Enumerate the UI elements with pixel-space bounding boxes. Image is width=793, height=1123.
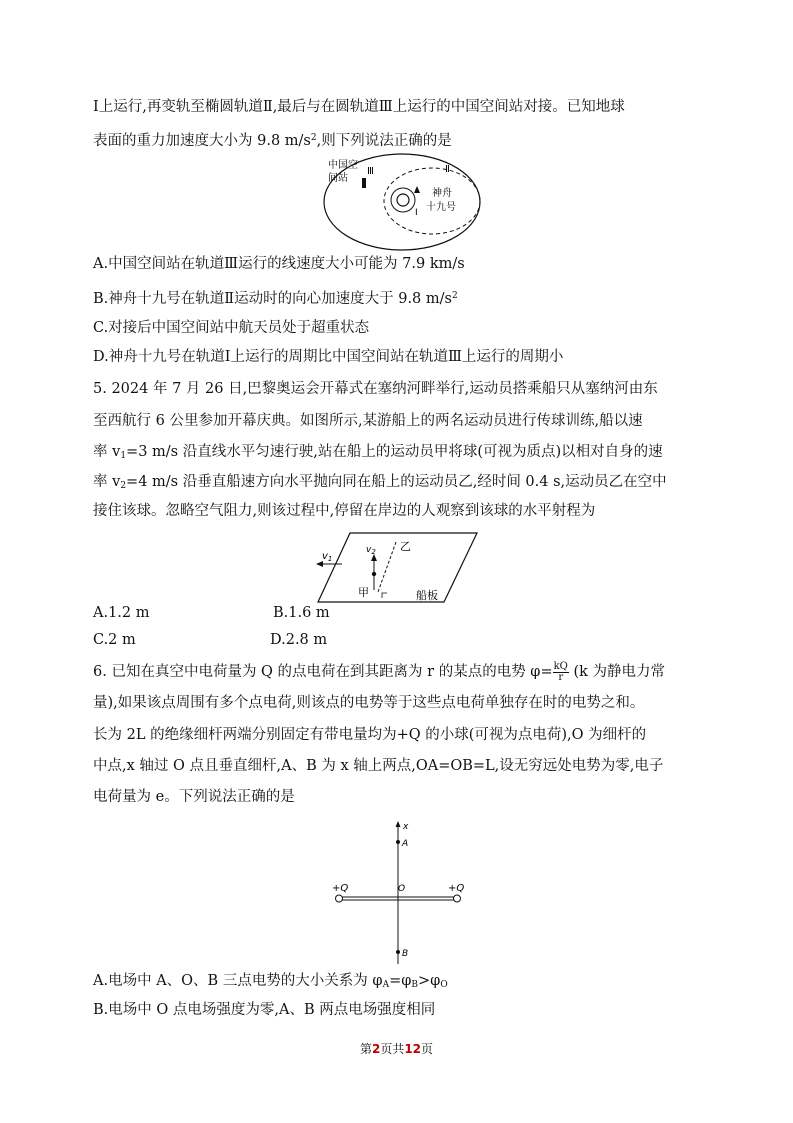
space-station-icon <box>362 178 366 188</box>
q6-stem-line-2: 量),如果该点周围有多个点电荷,则该点的电势等于这些点电荷单独存在时的电势之和。 <box>93 695 645 711</box>
right-charge <box>454 895 461 902</box>
right-charge-label: +Q <box>448 883 465 894</box>
deck-label: 船板 <box>416 589 438 602</box>
q5-option-c: C.2 m <box>93 632 136 648</box>
point-b <box>396 950 400 954</box>
page-footer: 第2页共12页 <box>359 1042 434 1056</box>
q4-option-b: B.神舟十九号在轨道Ⅱ运动时的向心加速度大于 9.8 $m/s^2$ <box>93 291 458 307</box>
point-b-label: B <box>402 949 409 959</box>
q6-stem-line-5: 电荷量为 e。下列说法正确的是 <box>93 789 295 805</box>
q6-stem-line-3: 长为 2L 的绝缘细杆两端分别固定有带电量均为+Q 的小球(可视为点电荷),O 为细杆的 <box>93 727 647 743</box>
station-label-1: 中国空 <box>328 160 358 171</box>
q5-stem-line-3: 率 $v_1=3$ m/s 沿直线水平匀速行驶,站在船上的运动员甲将球(可视为质点)以相对自身的速 <box>93 444 663 461</box>
q6-stem-line-4: 中点,x 轴过 O 点且垂直细杆,A、B 为 x 轴上两点,OA=OB=L,设无穷远处电势为零,电子 <box>93 758 664 774</box>
q6-option-b: B.电场中 O 点电场强度为零,A、B 两点电场强度相同 <box>93 1002 436 1018</box>
q4-stem-line-1: Ⅰ上运行,再变轨至椭圆轨道Ⅱ,最后与在圆轨道Ⅲ上运行的中国空间站对接。已知地球 <box>93 99 625 115</box>
q6-stem-line-1: 6. 已知在真空中电荷量为 Q 的点电荷在到其距离为 r 的某点的电势 φ= $\frac{kQ}{r}$ (k 为静电力常 <box>93 661 666 683</box>
point-o-label: O <box>398 884 406 894</box>
jia-label: 甲 <box>358 586 369 599</box>
q4-option-a: A.中国空间站在轨道Ⅲ运行的线速度大小可能为 7.9 km/s <box>93 256 465 272</box>
ship-label-2: 十九号 <box>426 202 456 213</box>
total-page-number: 12 <box>404 1042 422 1056</box>
ball <box>372 572 376 576</box>
q6-option-a: A.电场中 A、O、B 三点电势的大小关系为 $\varphi_A=\varphi_B>\varphi_O$ <box>93 973 448 990</box>
charge-diagram <box>330 818 470 966</box>
x-axis-label: x <box>403 822 409 832</box>
yi-label: 乙 <box>400 540 411 553</box>
q5-stem-line-1: 5. 2024 年 7 月 26 日,巴黎奥运会开幕式在塞纳河畔举行,运动员搭乘船只从塞纳河由东 <box>93 381 658 397</box>
q5-stem-line-2: 至西航行 6 公里参加开幕庆典。如图所示,某游船上的两名运动员进行传球训练,船以速 <box>93 413 643 429</box>
point-a-label: A <box>402 839 409 849</box>
ship-arrow-icon <box>414 186 420 193</box>
right-angle-mark <box>382 593 387 598</box>
orbit-diagram <box>322 152 492 252</box>
yi-dashed-path <box>378 542 396 592</box>
orbit-II-label: Ⅱ <box>445 164 450 175</box>
q5-option-d: D.2.8 m <box>270 632 328 648</box>
v1-label: $v_1$ <box>322 551 333 563</box>
x-axis-arrow-icon <box>396 821 401 827</box>
left-charge <box>336 895 343 902</box>
earth <box>397 194 409 206</box>
kq-over-r-fraction: $\frac{kQ}{r}$ <box>553 661 568 683</box>
ship-label-1: 神舟 <box>432 188 452 199</box>
point-a <box>396 840 400 844</box>
boat-deck <box>318 533 477 602</box>
current-page-number: 2 <box>371 1042 381 1056</box>
q5-stem-line-4: 率 $v_2=4$ m/s 沿垂直船速方向水平抛向同在船上的运动员乙,经时间 0.4 s,运动员乙在空中 <box>93 474 667 491</box>
orbit-III-label: Ⅲ <box>367 166 374 177</box>
boat-diagram <box>308 530 480 606</box>
q5-option-b: B.1.6 m <box>273 605 330 621</box>
station-label-2: 间站 <box>328 173 348 184</box>
q4-stem-line-2: 表面的重力加速度大小为 9.8 $m/s^2$,则下列说法正确的是 <box>93 133 452 149</box>
q5-stem-line-5: 接住该球。忽略空气阻力,则该过程中,停留在岸边的人观察到该球的水平射程为 <box>93 503 596 519</box>
left-charge-label: +Q <box>332 883 349 894</box>
orbit-I-label: Ⅰ <box>415 208 418 218</box>
v2-label: $v_2$ <box>366 545 376 556</box>
q4-option-d: D.神舟十九号在轨道Ⅰ上运行的周期比中国空间站在轨道Ⅲ上运行的周期小 <box>93 349 564 365</box>
q5-option-a: A.1.2 m <box>93 605 150 621</box>
q4-option-c: C.对接后中国空间站中航天员处于超重状态 <box>93 320 370 336</box>
